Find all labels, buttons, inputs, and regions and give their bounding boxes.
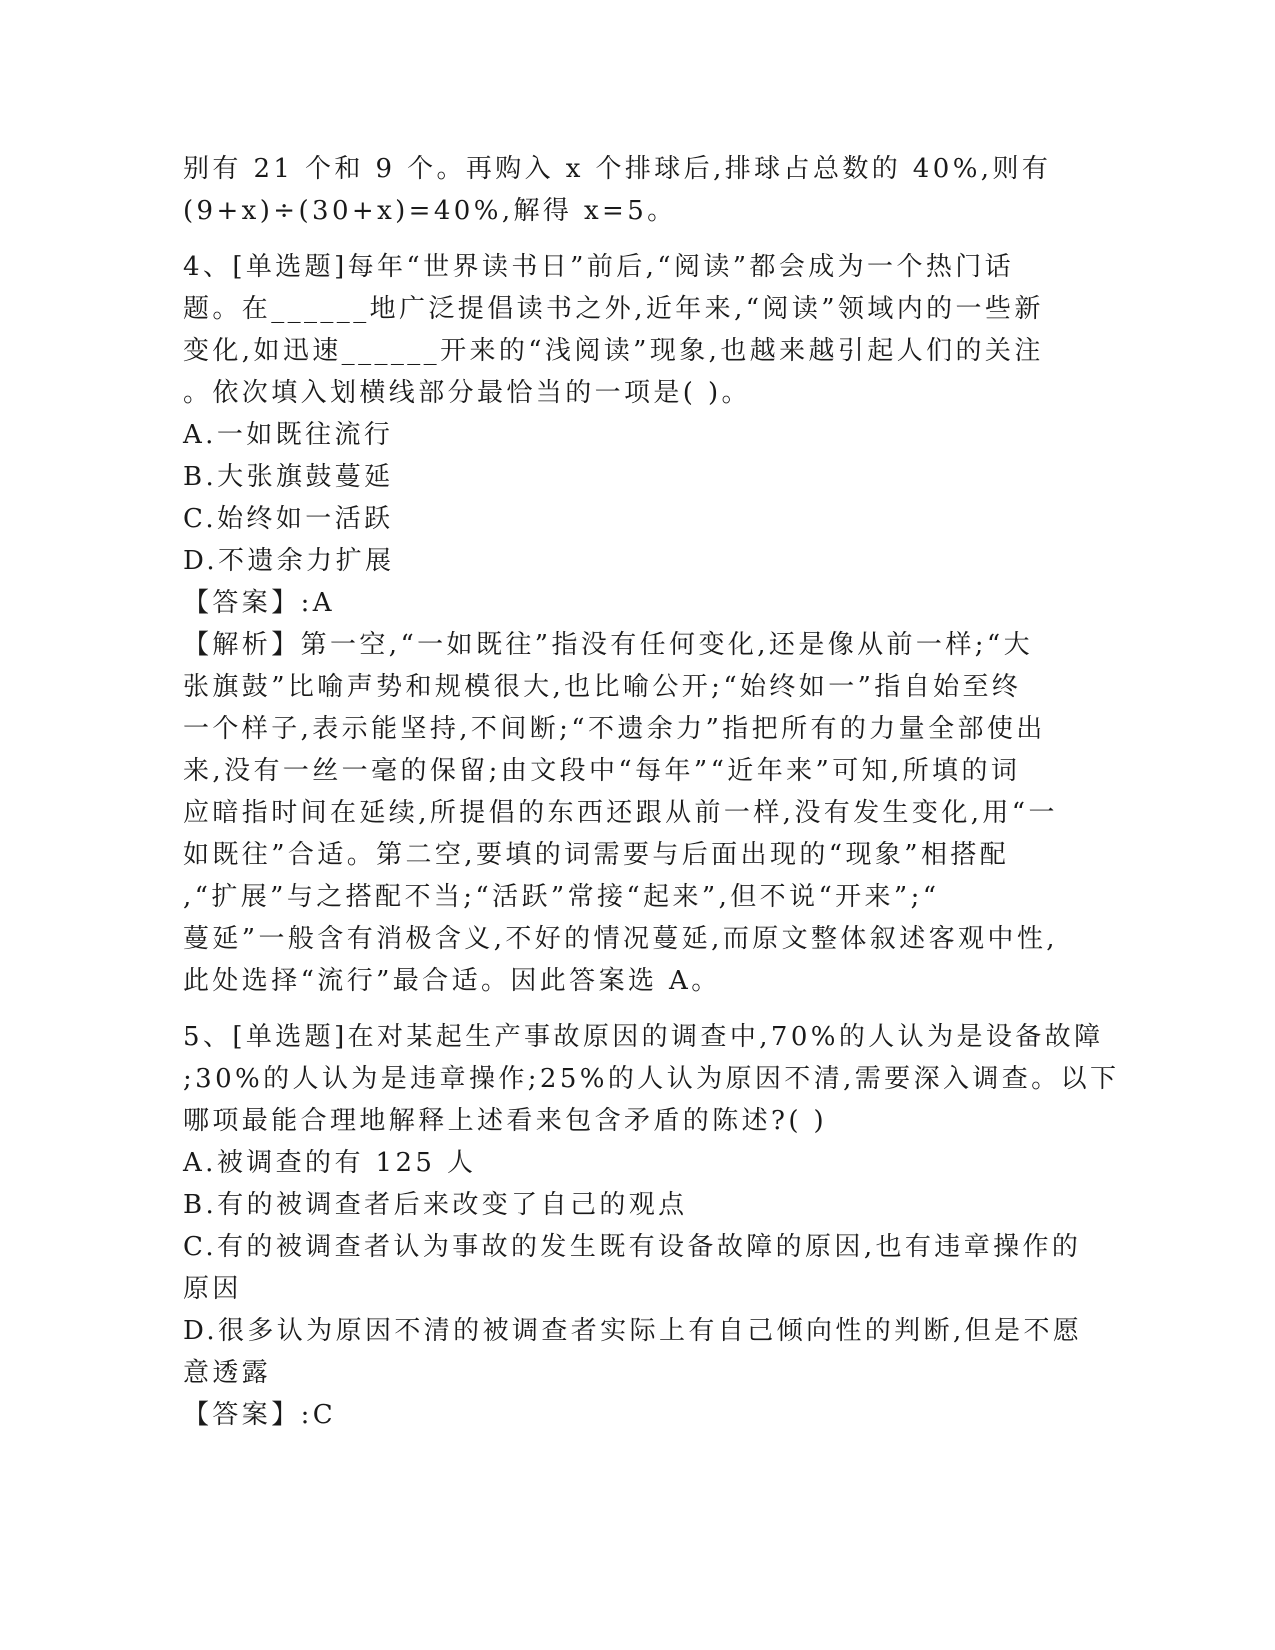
- analysis-line: 此处选择“流行”最合适。因此答案选 A。: [183, 966, 721, 996]
- option-a: A.一如既往流行: [183, 420, 394, 450]
- question-stem-line: 变化,如迅速______开来的“浅阅读”现象,也越来越引起人们的关注: [183, 336, 1044, 366]
- solution-line: 别有 21 个和 9 个。再购入 x 个排球后,排球占总数的 40%,则有: [183, 154, 1052, 184]
- document-page: [183, 148, 1120, 1436]
- question-stem-line: 。依次填入划横线部分最恰当的一项是( )。: [183, 378, 751, 408]
- question-stem-line: 哪项最能合理地解释上述看来包含矛盾的陈述?( ): [183, 1106, 828, 1136]
- option-d: D.不遗余力扩展: [183, 546, 395, 576]
- solution-line: (9+x)÷(30+x)=40%,解得 x=5。: [183, 196, 677, 226]
- question-stem-line: 5、[单选题]在对某起生产事故原因的调查中,70%的人认为是设备故障: [183, 1022, 1104, 1052]
- question-stem-line: 4、[单选题]每年“世界读书日”前后,“阅读”都会成为一个热门话: [183, 252, 1015, 282]
- question-stem-line: ;30%的人认为是违章操作;25%的人认为原因不清,需要深入调查。以下: [183, 1064, 1120, 1094]
- analysis-line: ,“扩展”与之搭配不当;“活跃”常接“起来”,但不说“开来”;“: [183, 882, 940, 912]
- answer-line: 【答案】:A: [183, 588, 335, 618]
- analysis-line: 应暗指时间在延续,所提倡的东西还跟从前一样,没有发生变化,用“一: [183, 798, 1058, 828]
- option-c: C.始终如一活跃: [183, 504, 394, 534]
- answer-line: 【答案】:C: [183, 1400, 337, 1430]
- option-c: C.有的被调查者认为事故的发生既有设备故障的原因,也有违章操作的: [183, 1232, 1082, 1262]
- question-4: [183, 246, 1063, 1002]
- analysis-line: 蔓延”一般含有消极含义,不好的情况蔓延,而原文整体叙述客观中性,: [183, 924, 1058, 954]
- question-5: [183, 1016, 1120, 1436]
- analysis-line: 张旗鼓”比喻声势和规模很大,也比喻公开;“始终如一”指自始至终: [183, 672, 1022, 702]
- analysis-line: 一个样子,表示能坚持,不间断;“不遗余力”指把所有的力量全部使出: [183, 714, 1046, 744]
- option-a: A.被调查的有 125 人: [183, 1148, 477, 1178]
- previous-solution: [183, 148, 1063, 232]
- option-d: D.很多认为原因不清的被调查者实际上有自己倾向性的判断,但是不愿: [183, 1316, 1083, 1346]
- analysis-line: 【解析】第一空,“一如既往”指没有任何变化,还是像从前一样;“大: [183, 630, 1033, 660]
- analysis-line: 如既往”合适。第二空,要填的词需要与后面出现的“现象”相搭配: [183, 840, 1010, 870]
- option-c-continued: 原因: [183, 1274, 242, 1304]
- option-d-continued: 意透露: [183, 1358, 272, 1388]
- analysis-line: 来,没有一丝一毫的保留;由文段中“每年”“近年来”可知,所填的词: [183, 756, 1021, 786]
- option-b: B.有的被调查者后来改变了自己的观点: [183, 1190, 688, 1220]
- question-stem-line: 题。在______地广泛提倡读书之外,近年来,“阅读”领域内的一些新: [183, 294, 1044, 324]
- option-b: B.大张旗鼓蔓延: [183, 462, 394, 492]
